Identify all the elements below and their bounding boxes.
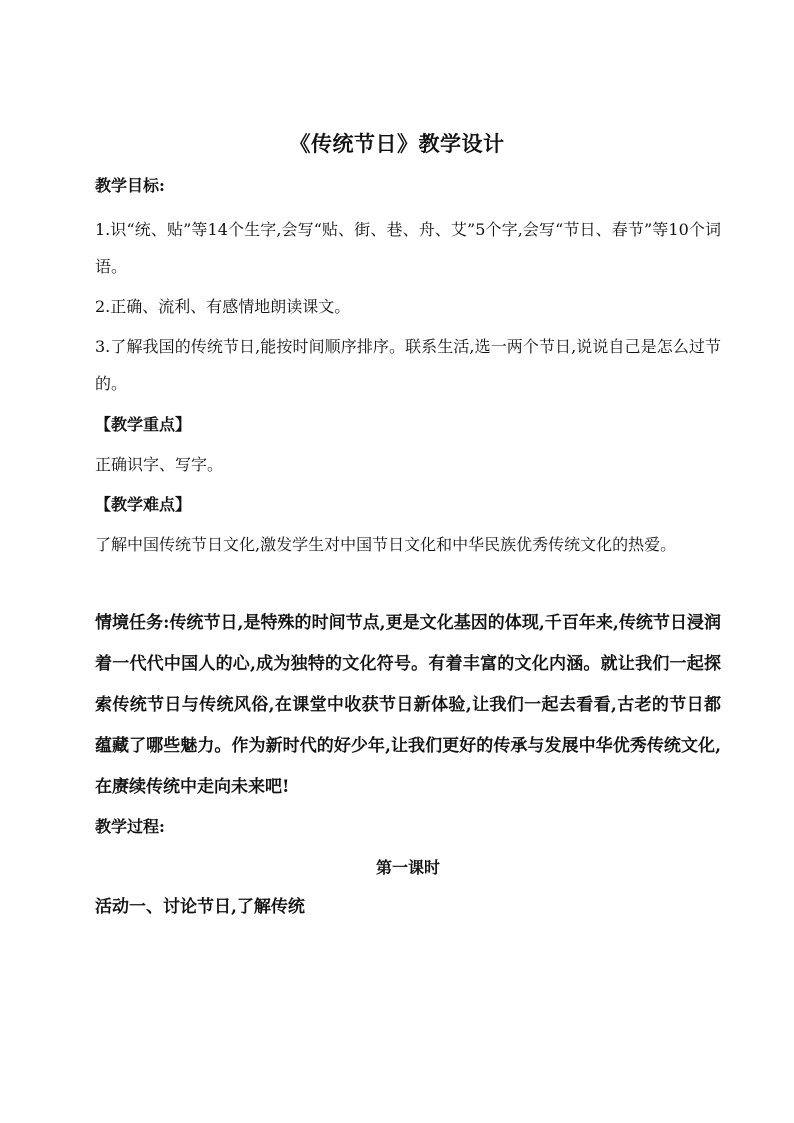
objective-item-1: 1.识“统、贴”等14个生字,会写“贴、街、巷、舟、艾”5个字,会写“节日、春节”等10个词语。 [95,220,721,276]
activity-heading: 活动一、讨论节日,了解传统 [95,897,305,917]
situation-task-paragraph: 情境任务:传统节日,是特殊的时间节点,更是文化基因的体现,千百年来,传统节日浸润着一代代中国人的心,成为独特的文化符号。有着丰富的文化内涵。就让我们一起探索传统节日与传统风俗,在课堂中收获节日新体验,让我们一起去看看,古老的节日都蕴藏了哪些魅力。作为新时代的好少年,让我们更好的传承与发展中华优秀传统文化,在赓续传统中走向未来吧! [95,613,721,797]
blank-spacer [95,563,721,603]
key-point-text: 正确识字、写字。 [95,455,224,474]
key-point-heading: 【教学重点】 [95,415,192,434]
difficulty-text: 了解中国传统节日文化,激发学生对中国节日文化和中华民族优秀传统文化的热爱。 [95,535,677,554]
document-body [95,170,721,926]
lesson-heading: 第一课时 [375,858,440,877]
process-heading: 教学过程: [95,817,165,836]
objective-item-3: 3.了解我国的传统节日,能按时间顺序排序。联系生活,选一两个节日,说说自己是怎么过节的。 [95,337,721,393]
objectives-heading: 教学目标: [95,176,165,195]
difficulty-heading: 【教学难点】 [95,495,192,514]
document-title: 《传统节日》教学设计 [289,131,505,156]
objective-item-2: 2.正确、流利、有感情地朗读课文。 [95,297,351,316]
